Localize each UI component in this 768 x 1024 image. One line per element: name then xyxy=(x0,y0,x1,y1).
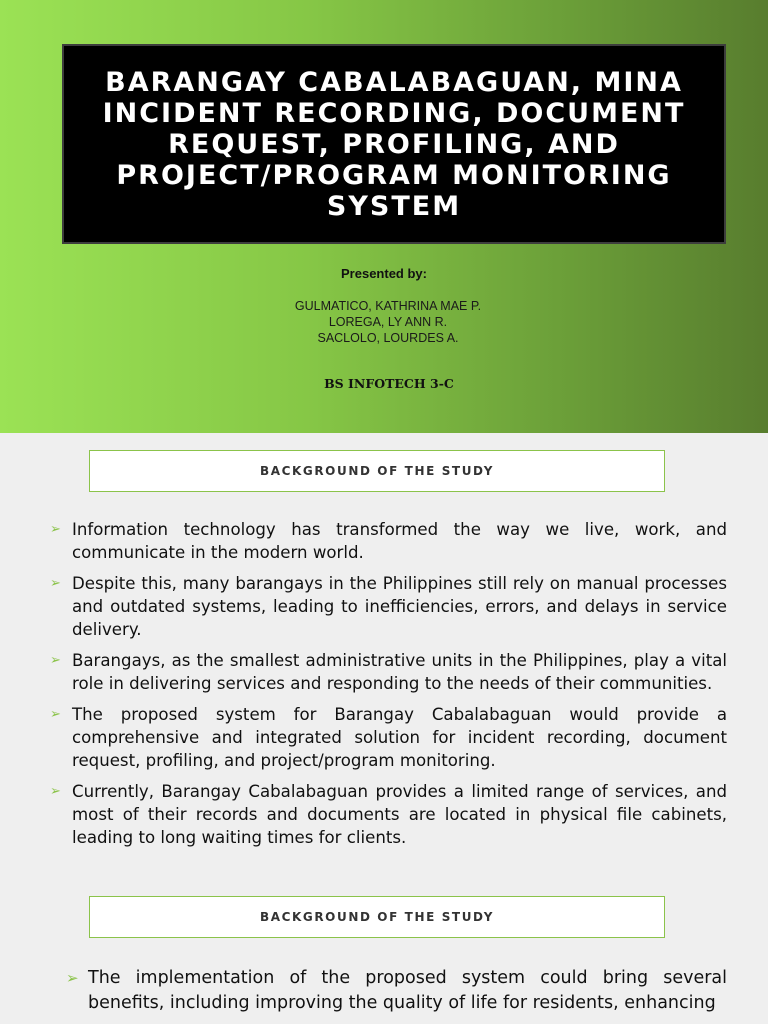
bullet-text: Barangays, as the smallest administrative units in the Philippines, play a vital role in delivering services and responding to the needs of their communities. xyxy=(72,651,727,693)
list-item xyxy=(50,518,727,564)
arrow-bullet-icon: ➢ xyxy=(50,522,61,537)
list-item xyxy=(50,649,727,695)
bullet-text: Information technology has transformed the way we live, work, and communicate in the modern world. xyxy=(72,520,727,562)
arrow-bullet-icon: ➢ xyxy=(50,576,61,591)
author-list: GULMATICO, KATHRINA MAE P. LOREGA, LY ANN R. SACLOLO, LOURDES A. xyxy=(294,299,482,345)
bullet-text: Despite this, many barangays in the Philippines still rely on manual processes and outdated systems, leading to inefficiencies, errors, and delays in service delivery. xyxy=(72,574,727,639)
bullet-text: The implementation of the proposed system could bring several benefits, including improving the quality of life for residents, enhancing xyxy=(88,968,727,1013)
list-item xyxy=(50,703,727,772)
arrow-bullet-icon: ➢ xyxy=(50,784,61,799)
title-box xyxy=(62,44,726,244)
section-heading: BACKGROUND OF THE STUDY xyxy=(259,910,495,924)
list-item xyxy=(50,780,727,849)
course-label: BS INFOTECH 3-C xyxy=(324,376,454,391)
section-heading: BACKGROUND OF THE STUDY xyxy=(259,464,495,478)
section-heading-box xyxy=(89,896,665,938)
title-slide xyxy=(0,0,768,433)
bullet-list xyxy=(66,966,727,1016)
arrow-bullet-icon: ➢ xyxy=(50,707,61,722)
slide-title: BARANGAY CABALABAGUAN, MINA INCIDENT RECORDING, DOCUMENT REQUEST, PROFILING, AND PROJECT/PROGRAM MONITORING SYSTEM xyxy=(102,66,686,222)
arrow-bullet-icon: ➢ xyxy=(50,653,61,668)
presented-by-label: Presented by: xyxy=(341,266,427,281)
bullet-list xyxy=(50,518,727,857)
bullet-text: Currently, Barangay Cabalabaguan provides a limited range of services, and most of their records and documents are located in physical file cabinets, leading to long waiting times for clients. xyxy=(72,782,727,847)
section-heading-box xyxy=(89,450,665,492)
list-item xyxy=(66,966,727,1016)
list-item xyxy=(50,572,727,641)
arrow-bullet-icon: ➢ xyxy=(66,969,79,987)
bullet-text: The proposed system for Barangay Cabalabaguan would provide a comprehensive and integrated solution for incident recording, document request, profiling, and project/program monitoring. xyxy=(72,705,727,770)
